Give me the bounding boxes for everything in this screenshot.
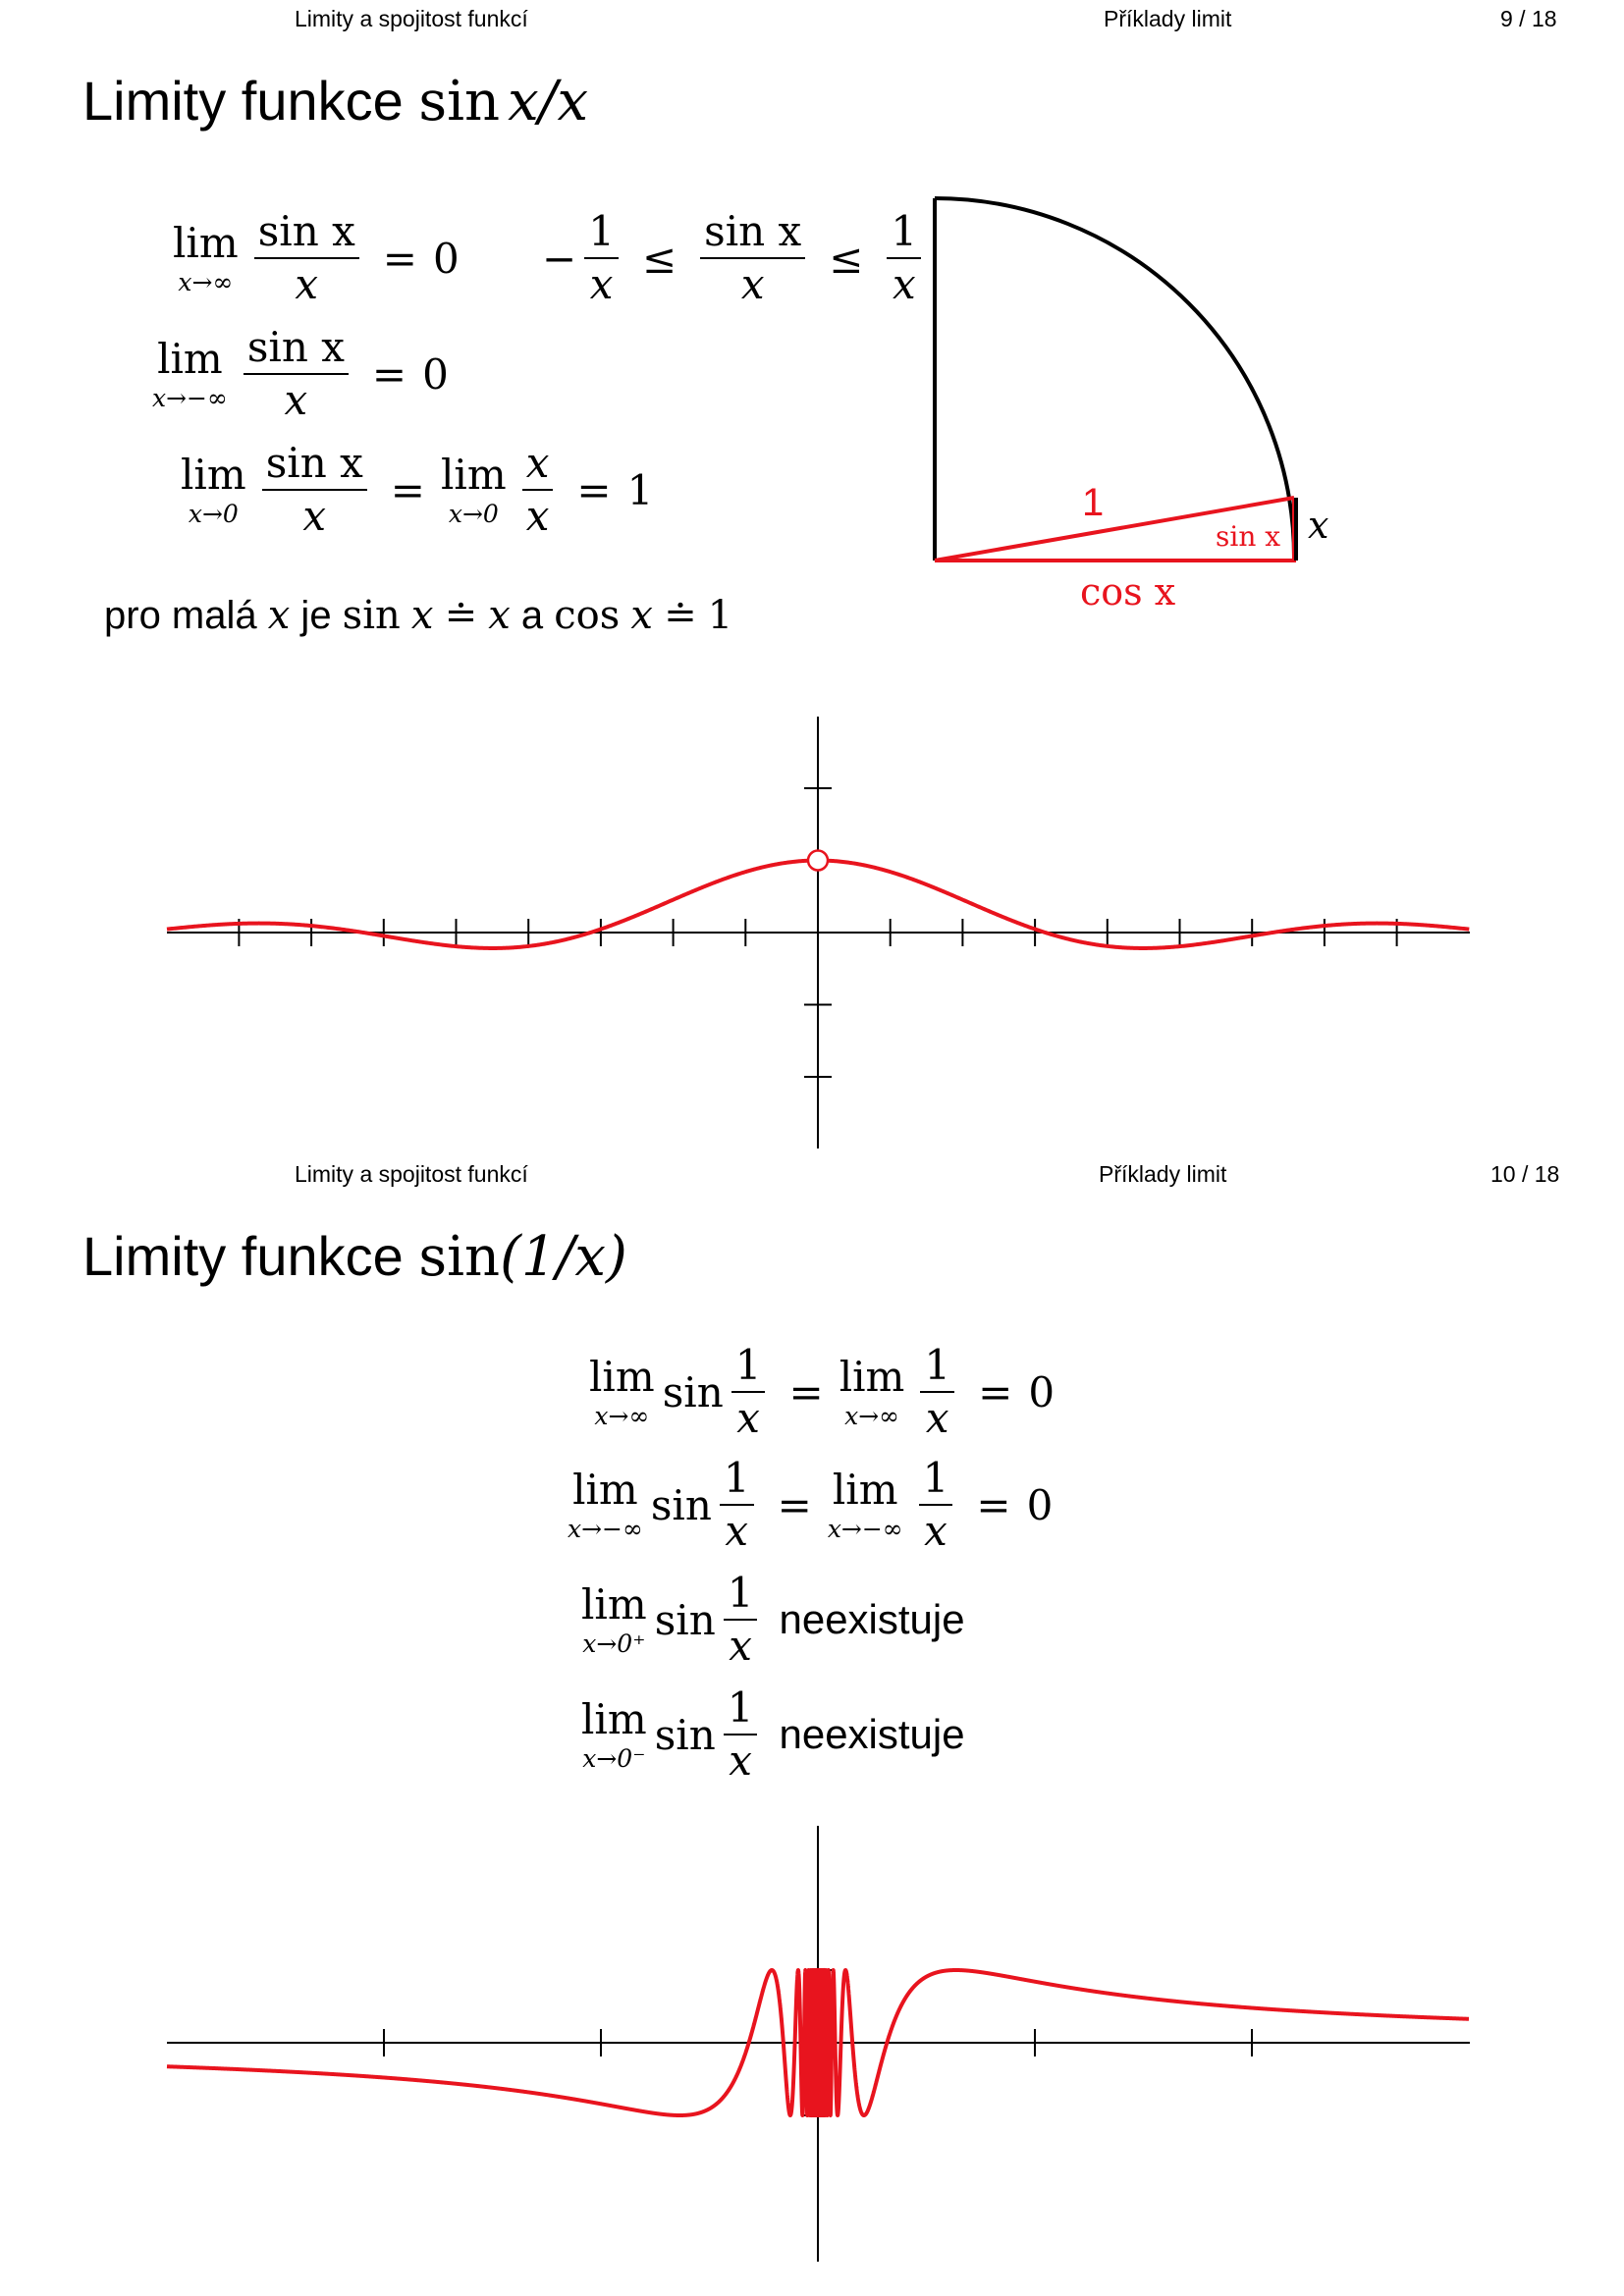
lim-operator: lim x→∞ (839, 1352, 905, 1430)
header-page: 9 / 18 (1500, 6, 1557, 31)
title-text: Limity funkce (82, 1225, 419, 1287)
does-not-exist-label: neexistuje (779, 1711, 965, 1758)
limit-infinity (173, 209, 460, 307)
limit-minus-infinity (152, 325, 449, 423)
title-fn: sin (418, 70, 501, 133)
lim-operator: lim x→∞ (173, 218, 239, 296)
lim-operator: lim x→0⁻ (581, 1694, 647, 1773)
sin-fn: sin (654, 1595, 716, 1644)
equals: = (788, 1367, 824, 1416)
less-equal: ≤ (829, 234, 864, 283)
limit-value: 0 (422, 349, 449, 399)
slide-title (82, 69, 588, 133)
equals: = (976, 1480, 1011, 1529)
removable-discontinuity-point (808, 851, 828, 871)
small-x-approximation: pro malá x je sin x ≐ x a cos x ≐ 1 (104, 593, 733, 638)
limit-value: 0 (432, 234, 460, 283)
less-equal: ≤ (641, 234, 677, 283)
equals: = (390, 465, 425, 514)
fraction: $\frac{1}{x}$ (887, 209, 921, 307)
title-arg: (1/x) (500, 1225, 627, 1289)
header-course: Limity a spojitost funkcí (295, 6, 528, 31)
fraction: $\frac{1}{x}$ (724, 1685, 758, 1784)
header-course: Limity a spojitost funkcí (295, 1161, 528, 1187)
fraction: $\frac{1}{x}$ (584, 209, 619, 307)
limit-infinity (589, 1343, 1055, 1441)
fraction: $\frac{\text{sin x}}{x}$ (244, 325, 349, 423)
lim-operator: lim x→0 (181, 450, 246, 528)
does-not-exist-label: neexistuje (779, 1596, 965, 1643)
title-fn: sin (418, 1225, 501, 1289)
header-page: 10 / 18 (1490, 1161, 1560, 1187)
sin-fn: sin (650, 1480, 712, 1529)
equals: = (777, 1480, 812, 1529)
minus: − (542, 234, 577, 283)
unit-circle-diagram (884, 177, 1375, 628)
sin-fn: sin (654, 1710, 716, 1759)
equals: = (382, 234, 417, 283)
limit-zero (181, 441, 653, 539)
equals: = (371, 349, 407, 399)
lim-operator: lim x→0 (440, 450, 507, 528)
fraction: $\frac{1}{x}$ (720, 1456, 754, 1554)
quarter-circle-arc (935, 198, 1294, 558)
fraction: $\frac{\text{sin x}}{x}$ (262, 441, 367, 539)
header-section: Příklady limit (1104, 6, 1232, 31)
limit-value: 1 (626, 465, 654, 514)
fraction: $\frac{1}{x}$ (731, 1343, 766, 1441)
limit-zero-minus (581, 1685, 965, 1784)
squeeze-inequality (542, 209, 929, 307)
lim-operator: lim x→−∞ (568, 1465, 643, 1543)
limit-zero-plus (581, 1571, 965, 1669)
equals: = (576, 465, 612, 514)
equals: = (978, 1367, 1013, 1416)
lim-operator: lim x→−∞ (152, 334, 228, 412)
fraction: $\frac{1}{x}$ (920, 1343, 954, 1441)
lim-operator: lim x→∞ (589, 1352, 655, 1430)
limit-minus-infinity (568, 1456, 1053, 1554)
fraction: $\frac{1}{x}$ (724, 1571, 758, 1669)
sin-one-over-x-plot (0, 1821, 1624, 2267)
fraction: $\frac{1}{x}$ (919, 1456, 953, 1554)
slide-title (82, 1224, 627, 1289)
sinx-over-x-plot (0, 712, 1624, 1153)
label-one: 1 (1082, 481, 1105, 524)
fraction: $\frac{\text{sin x}}{x}$ (700, 209, 805, 307)
fraction: $\frac{\text{sin x}}{x}$ (254, 209, 359, 307)
label-sin: sin x (1216, 520, 1281, 553)
lim-operator: lim x→−∞ (827, 1465, 903, 1543)
header-section: Příklady limit (1099, 1161, 1227, 1187)
limit-value: 0 (1028, 1367, 1056, 1416)
limit-value: 0 (1026, 1480, 1054, 1529)
label-x: x (1308, 504, 1329, 547)
title-text: Limity funkce (82, 70, 419, 132)
title-arg: x/x (508, 70, 589, 133)
sin-fn: sin (662, 1367, 724, 1416)
label-cos: cos x (1080, 570, 1176, 614)
fraction: $\frac{x}{x}$ (522, 441, 554, 539)
lim-operator: lim x→0⁺ (581, 1579, 647, 1658)
